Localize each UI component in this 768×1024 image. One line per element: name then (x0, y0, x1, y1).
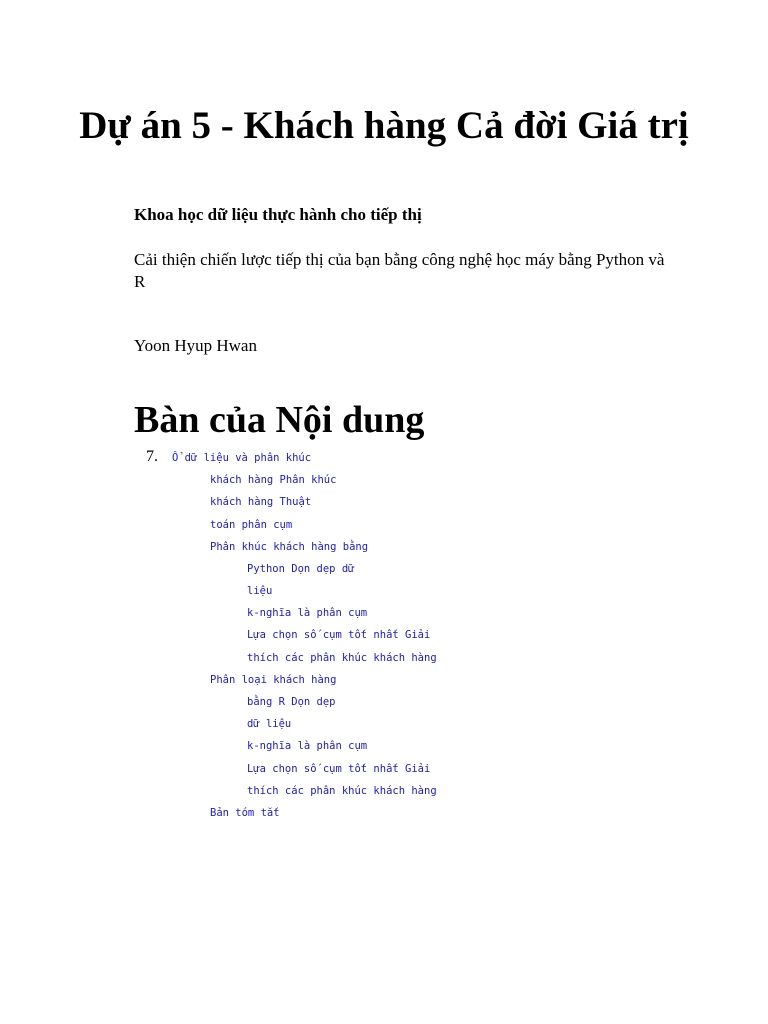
document-author: Yoon Hyup Hwan (134, 336, 257, 355)
toc-link[interactable]: khách hàng Thuật (210, 496, 312, 508)
toc-link[interactable]: Lựa chọn số cụm tốt nhất Giải (247, 629, 431, 641)
toc-link[interactable]: Phân loại khách hàng (210, 674, 337, 686)
toc-link[interactable]: Ổ dữ liệu và phân khúc (172, 452, 312, 464)
toc-item-number: 7. (146, 448, 158, 465)
toc-link[interactable]: Phân khúc khách hàng bằng (210, 541, 369, 553)
toc-link[interactable]: khách hàng Phân khúc (210, 474, 337, 486)
document-title: Dự án 5 - Khách hàng Cả đời Giá trị (79, 104, 689, 147)
toc-link[interactable]: thích các phân khúc khách hàng (247, 652, 437, 664)
toc-link[interactable]: toán phân cụm (210, 519, 293, 531)
toc-link[interactable]: k-nghĩa là phân cụm (247, 740, 368, 752)
toc-link[interactable]: Python Dọn dẹp dữ (247, 563, 355, 575)
toc-link[interactable]: k-nghĩa là phân cụm (247, 607, 368, 619)
document-subtitle: Khoa học dữ liệu thực hành cho tiếp thị (134, 205, 422, 224)
toc-link[interactable]: Lựa chọn số cụm tốt nhất Giải (247, 763, 431, 775)
toc-heading: Bàn của Nội dung (134, 399, 425, 441)
toc-link[interactable]: liệu (247, 585, 273, 597)
document-tagline: Cải thiện chiến lược tiếp thị của bạn bằng công nghệ học máy bằng Python và R (134, 250, 665, 291)
toc-link[interactable]: thích các phân khúc khách hàng (247, 785, 437, 797)
toc-link[interactable]: dữ liệu (247, 718, 292, 730)
toc-link[interactable]: Bản tóm tắt (210, 807, 280, 819)
toc-link[interactable]: bằng R Dọn dẹp (247, 696, 336, 708)
